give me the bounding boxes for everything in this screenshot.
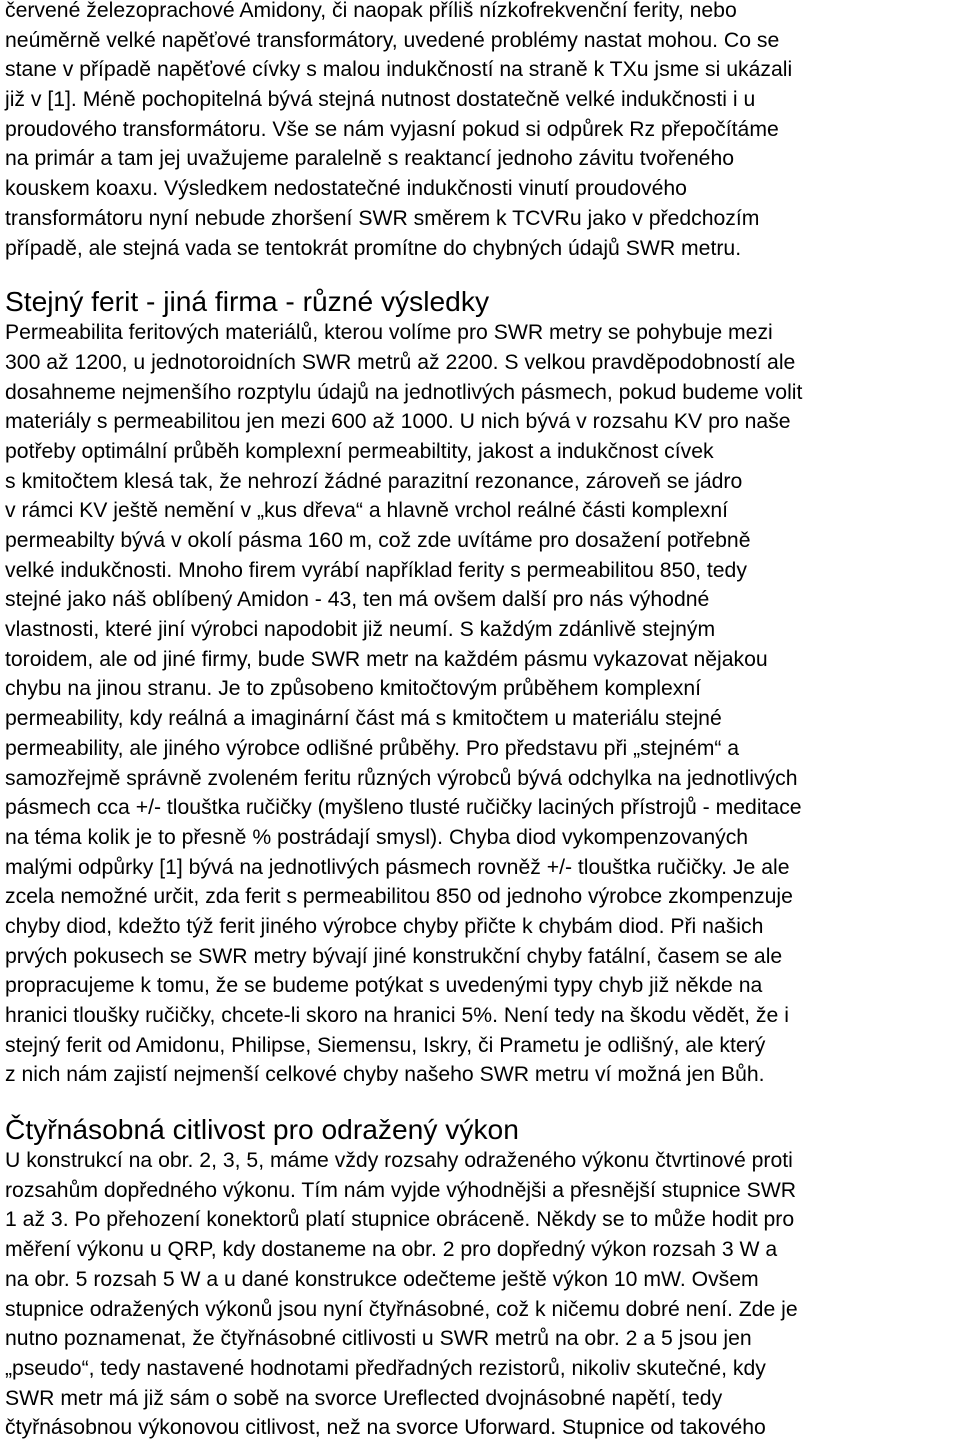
text-line: případě, ale stejná vada se tentokrát promítne do chybných údajů SWR metru. — [5, 236, 742, 260]
text-line: permeability, kdy reálná a imaginární část má s kmitočtem u materiálu stejné — [5, 707, 722, 731]
text-line: 1 až 3. Po přehození konektorů platí stupnice obráceně. Někdy se to může hodit pro — [5, 1208, 795, 1232]
text-line: v rámci KV ještě nemění v „kus dřeva“ a hlavně vrchol reálné části komplexní — [5, 499, 729, 523]
text-line: s kmitočtem klesá tak, že nehrozí žádné parazitní rezonance, zároveň se jádro — [5, 469, 743, 493]
text-line: vlastnosti, které jiní výrobci napodobit již neumí. S každým zdánlivě stejným — [5, 618, 716, 642]
text-line: propracujeme k tomu, že se budeme potýkat s uvedenými typy chyb již někde na — [5, 974, 763, 998]
text-line: na primár a tam jej uvažujeme paralelně s reaktancí jednoho závitu tvořeného — [5, 147, 735, 171]
text-line: dosahneme nejmenšího rozptylu údajů na jednotlivých pásmech, pokud budeme volit — [5, 380, 803, 404]
text-line: stupnice odražených výkonů jsou nyní čtyřnásobné, což k ničemu dobré není. Zde je — [5, 1297, 798, 1321]
text-line: transformátoru nyní nebude zhoršení SWR směrem k TCVRu jako v předchozím — [5, 206, 760, 230]
text-line: hranici tloušky ručičky, chcete-li skoro na hranici 5%. Není tedy na škodu vědět, že i — [5, 1004, 789, 1027]
text-line: proudového transformátoru. Vše se nám vyjasní pokud si odpůrek Rz přepočítáme — [5, 117, 779, 141]
text-line: malými odpůrky [1] bývá na jednotlivých pásmech rovněž +/- tlouštka ručičky. Je ale — [5, 855, 790, 879]
text-line: již v [1]. Méně pochopitelná bývá stejná nutnost dostatečně velké indukčnosti i u — [5, 88, 756, 112]
text-line: 300 až 1200, u jednotoroidních SWR metrů až 2200. S velkou pravděpodobností ale — [5, 350, 796, 374]
text-line: permeability, ale jiného výrobce odlišné průběhy. Pro představu při „stejném“ a — [5, 736, 740, 760]
text-line: na téma kolik je to přesně % postrádají smysl). Chyba diod vykompenzovaných — [5, 825, 749, 849]
text-line: neúměrně velké napěťové transformátory, uvedené problémy nastat mohou. Co se — [5, 28, 780, 52]
text-line: U konstrukcí na obr. 2, 3, 5, máme vždy rozsahy odraženého výkonu čtvrtinové proti — [5, 1149, 793, 1173]
text-line: „pseudo“, tedy nastavené hodnotami předřadných rezistorů, nikoliv skutečné, kdy — [5, 1356, 766, 1380]
text-line: prvých pokusech se SWR metry bývají jiné konstrukční chyby fatální, časem se ale — [5, 944, 783, 968]
text-line: zcela nemožné určit, zda ferit s permeabilitou 850 od jednoho výrobce zkompenzuje — [5, 885, 793, 909]
text-line: stejný ferit od Amidonu, Philipse, Siemensu, Iskry, či Prametu je odlišný, ale který — [5, 1033, 766, 1057]
text-line: z nich nám zajistí nejmenší celkové chyby našeho SWR metru ví možná jen Bůh. — [5, 1063, 765, 1087]
text-line: pásmech cca +/- tlouštka ručičky (myšleno tlusté ručičky laciných přístrojů - meditace — [5, 796, 802, 820]
text-line: SWR metr má již sám o sobě na svorce Ureflected dvojnásobné napětí, tedy — [5, 1386, 723, 1410]
text-line: čtyřnásobnou výkonovou citlivost, než na svorce Uforward. Stupnice od takového — [5, 1416, 766, 1440]
text-line: toroidem, ale od jiné firmy, bude SWR metr na každém pásmu vykazovat nějakou — [5, 647, 768, 671]
document-page — [5, 0, 960, 1443]
text-line: na obr. 5 rozsah 5 W a u dané konstrukce odečteme ještě výkon 10 mW. Ovšem — [5, 1267, 759, 1291]
text-line: stane v případě napěťové cívky s malou indukčností na straně k TXu jsme si ukázali — [5, 58, 793, 82]
text-line: permeabilty bývá v okolí pásma 160 m, což zde uvítáme pro dosažení potřebně — [5, 529, 751, 552]
text-line: měření výkonu u QRP, kdy dostaneme na obr. 2 pro dopředný výkon rozsah 3 W a — [5, 1238, 778, 1262]
text-line: kouskem koaxu. Výsledkem nedostatečné indukčnosti vinutí proudového — [5, 177, 687, 201]
section-heading-ferrite: Stejný ferit - jiná firma - různé výsledky — [5, 285, 490, 318]
text-line: stejné jako náš oblíbený Amidon - 43, ten má ovšem další pro nás výhodné — [5, 588, 710, 612]
text-line: potřeby optimální průběh komplexní permeabiltity, jakost a indukčnost cívek — [5, 439, 714, 463]
section-heading-sensitivity: Čtyřnásobná citlivost pro odražený výkon — [5, 1113, 519, 1146]
text-line: velké indukčnosti. Mnoho firem vyrábí například ferity s permeabilitou 850, tedy — [5, 558, 747, 582]
text-line: rozsahům dopředného výkonu. Tím nám vyjde výhodnějši a přesnější stupnice SWR — [5, 1178, 797, 1202]
text-line: chyby diod, kdežto týž ferit jiného výrobce chyby přičte k chybám diod. Při našich — [5, 914, 764, 938]
text-line: červené železoprachové Amidony, či naopak příliš nízkofrekvenční ferity, nebo — [5, 0, 737, 22]
paragraph-2 — [5, 318, 960, 1090]
text-line: samozřejmě správně zvoleném feritu různých výrobců bývá odchylka na jednotlivých — [5, 766, 798, 790]
text-line: chybu na jinou stranu. Je to způsobeno kmitočtovým průběhem komplexní — [5, 677, 702, 701]
text-line: Permeabilita feritových materiálů, kterou volíme pro SWR metry se pohybuje mezi — [5, 321, 773, 345]
text-line: materiály s permeabilitou jen mezi 600 až 1000. U nich bývá v rozsahu KV pro naše — [5, 410, 791, 434]
paragraph-1 — [5, 0, 960, 263]
paragraph-3 — [5, 1146, 960, 1443]
text-line: nutno poznamenat, že čtyřnásobné citlivosti u SWR metrů na obr. 2 a 5 jsou jen — [5, 1327, 752, 1351]
